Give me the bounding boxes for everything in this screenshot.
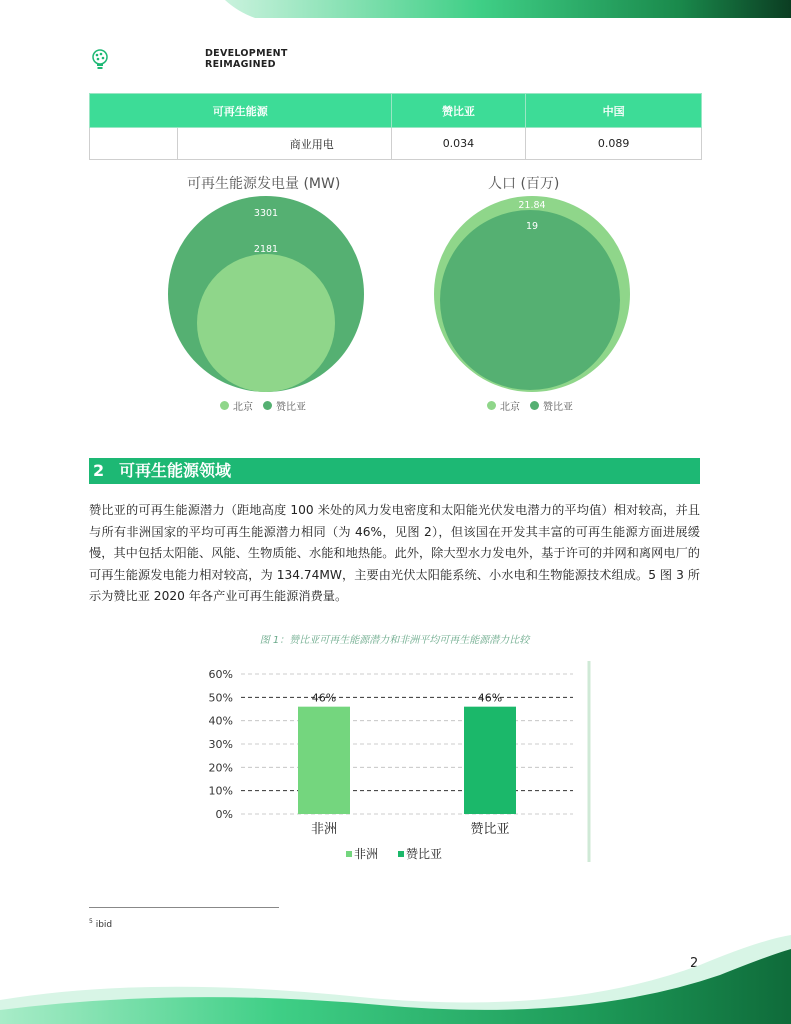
table-header-renewable: 可再生能源 <box>90 94 392 128</box>
footnote-text: ibid <box>95 920 113 930</box>
pie-2-outer-label: 21.84 <box>518 200 546 211</box>
bar-1 <box>298 707 350 814</box>
y-tick-label: 50% <box>208 691 233 705</box>
page-number: 2 <box>690 956 699 971</box>
table-cell-empty <box>90 128 178 160</box>
legend-swatch <box>398 851 404 857</box>
pie-2-inner-circle <box>440 210 620 390</box>
body-paragraph: 赞比亚的可再生能源潜力（距地高度 100 米处的风力发电密度和太阳能光伏发电潜力的平均值）相对较高，并且与所有非洲国家的平均可再生能源潜力相同（为 46%，见图 2），但该国在开发其丰富的可再生能源方面进展缓慢，其中包括太阳能、风能、生物质能、水能和地热能。此外，除大型水力发电外，基于许可的并网和离网电厂的可再生能源发电能力相对较高，为 134.74MW，主要由光伏太阳能系统、小水电和生物能源技术组成。5 图 3 所示为赞比亚 2020 年各产业可再生能源消费量。 <box>89 503 700 604</box>
pie-1-outer-label: 3301 <box>253 208 279 219</box>
footer-wave <box>0 925 791 1024</box>
figure-caption: 图 1：赞比亚可再生能源潜力和非洲平均可再生能源潜力比较 <box>259 635 530 646</box>
legend-label-zambia: 赞比亚 <box>276 402 306 413</box>
x-tick-label: 赞比亚 <box>470 822 510 837</box>
bar-chart <box>201 661 592 862</box>
table-cell-china: 0.089 <box>526 128 702 160</box>
legend-label: 赞比亚 <box>406 847 443 861</box>
energy-table <box>89 93 702 160</box>
footnote-divider <box>89 907 279 908</box>
bar-2 <box>464 707 516 814</box>
pie-2-inner-label: 19 <box>525 221 539 232</box>
y-tick-label: 10% <box>208 784 233 798</box>
footnote-marker: 5 <box>89 918 93 925</box>
legend-dot-beijing <box>220 401 229 410</box>
table-header-row <box>90 94 702 128</box>
y-tick-label: 40% <box>208 714 233 728</box>
y-tick-label: 60% <box>208 668 233 681</box>
legend-dot-zambia <box>530 401 539 410</box>
table-header-china: 中国 <box>526 94 702 128</box>
bar-value-label: 46% <box>477 691 503 705</box>
pie-1-inner-circle <box>197 254 335 392</box>
header-gradient-band <box>0 0 791 18</box>
bar-chart-background <box>201 661 592 862</box>
legend-label: 非洲 <box>354 847 379 861</box>
table-cell-label: 商业用电 <box>177 128 391 160</box>
lightbulb-logo-icon <box>91 49 109 71</box>
legend-dot-zambia <box>263 401 272 410</box>
pie-chart-1-legend <box>220 398 306 413</box>
bar-value-label: 46% <box>311 691 337 705</box>
pie-chart-1-title: 可再生能源发电量 (MW) <box>187 176 341 192</box>
legend-label-beijing: 北京 <box>500 402 520 413</box>
pie-chart-2-legend <box>487 398 573 413</box>
pie-1-inner-label: 2181 <box>253 244 279 255</box>
section-number: 2 <box>93 461 105 480</box>
x-tick-label: 非洲 <box>310 822 338 837</box>
y-tick-label: 20% <box>208 761 233 775</box>
pie-chart-2 <box>433 196 631 392</box>
pie-chart-1 <box>166 196 366 392</box>
table-header-zambia: 赞比亚 <box>391 94 526 128</box>
section-title: 可再生能源领域 <box>119 461 232 480</box>
legend-dot-beijing <box>487 401 496 410</box>
y-tick-label: 30% <box>208 738 233 751</box>
legend-swatch <box>346 851 352 857</box>
section-heading <box>89 458 700 484</box>
legend-label-zambia: 赞比亚 <box>543 402 573 413</box>
brand-logo <box>91 48 288 74</box>
y-tick-label: 0% <box>215 808 233 821</box>
logo-text-line2: REIMAGINED <box>205 59 276 70</box>
table-row <box>90 128 702 160</box>
pie-chart-2-title: 人口 (百万) <box>488 176 560 192</box>
logo-text-line1: DEVELOPMENT <box>205 48 288 59</box>
table-cell-zambia: 0.034 <box>391 128 526 160</box>
legend-label-beijing: 北京 <box>233 402 253 413</box>
